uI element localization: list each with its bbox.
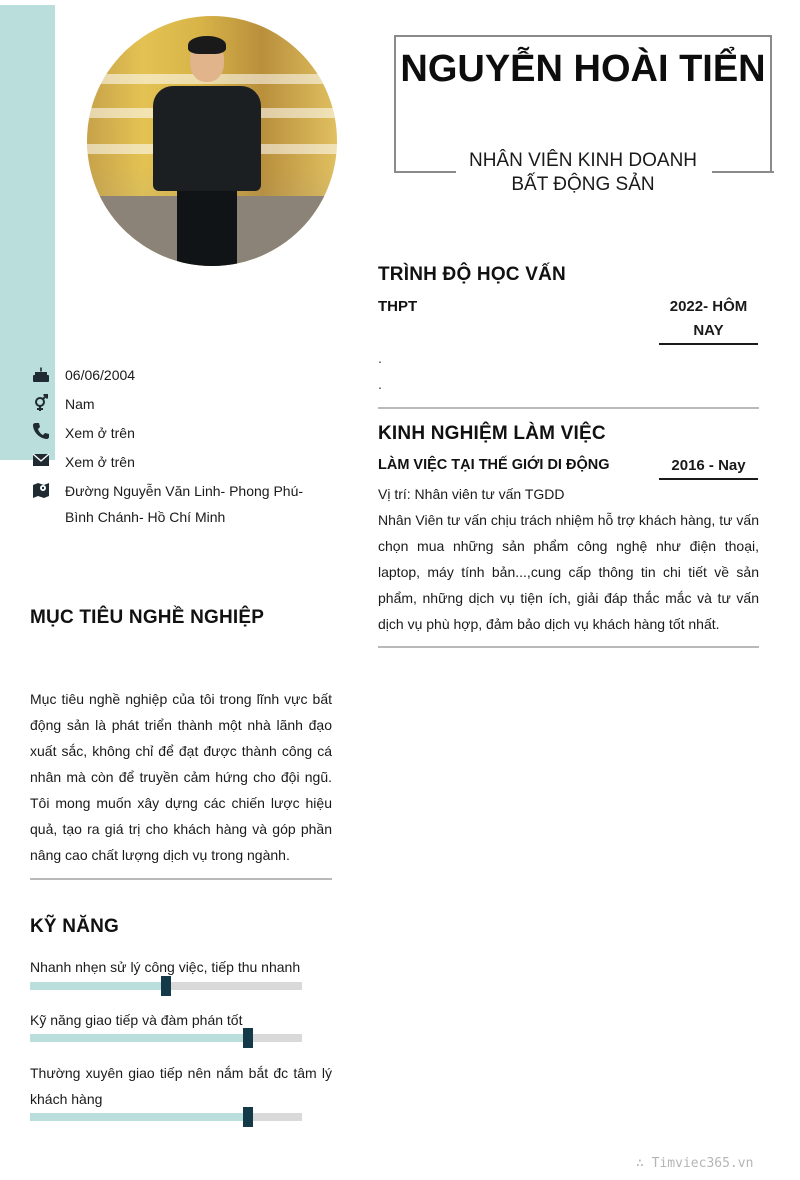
education-line: .	[378, 350, 382, 366]
education-divider	[378, 407, 759, 409]
role-line: BẤT ĐỘNG SẢN	[511, 174, 655, 195]
skill-bar	[30, 982, 302, 990]
contact-address: Đường Nguyễn Văn Linh- Phong Phú- Bình Chánh- Hồ Chí Minh	[65, 483, 304, 525]
experience-date: 2016 - Nay	[659, 454, 758, 480]
experience-title: KINH NGHIỆM LÀM VIỆC	[378, 423, 606, 444]
objective-text: Mục tiêu nghề nghiệp của tôi trong lĩnh vực bất động sản là phát triển thành một nhà lãnh đạo xuất sắc, không chỉ để đạt được thành công cá nhân mà còn để truyền cảm hứng cho đội ngũ. Tôi mong muốn xây dựng các chiến lược hiệu quả, tạo ra giá trị cho khách hàng và góp phần nâng cao chất lượng dịch vụ trong ngành.	[30, 691, 332, 863]
contact-gender: Nam	[65, 396, 95, 412]
skill-label: Thường xuyên giao tiếp nên nắm bắt đc tâm lý khách hàng	[30, 1065, 332, 1107]
watermark: ∴ Timviec365.vn	[636, 1156, 754, 1171]
skill-fill	[30, 982, 166, 990]
photo-person-torso	[153, 86, 261, 191]
skill-label: Kỹ năng giao tiếp và đàm phán tốt	[30, 1012, 243, 1028]
phone-icon	[31, 421, 51, 441]
photo-person-legs	[177, 186, 237, 266]
skill-fill	[30, 1113, 248, 1121]
candidate-name: NGUYỄN HOÀI TIỂN	[400, 48, 766, 90]
experience-company: LÀM VIỆC TẠI THẾ GIỚI DI ĐỘNG	[378, 457, 610, 473]
skill-fill	[30, 1034, 248, 1042]
objective-title: MỤC TIÊU NGHỀ NGHIỆP	[30, 607, 265, 628]
experience-position: Vị trí: Nhân viên tư vấn TGDD	[378, 486, 565, 502]
contact-email: Xem ở trên	[65, 454, 135, 470]
skill-bar	[30, 1113, 302, 1121]
education-title: TRÌNH ĐỘ HỌC VẤN	[378, 264, 566, 285]
skill-knob	[243, 1028, 253, 1048]
skill-knob	[161, 976, 171, 996]
profile-photo	[87, 16, 337, 266]
photo-person-hair	[188, 36, 226, 54]
education-date: 2022- HÔM NAY	[659, 295, 758, 345]
education-line: .	[378, 376, 382, 392]
skills-title: KỸ NĂNG	[30, 916, 120, 937]
objective-divider	[30, 878, 332, 880]
role-line: NHÂN VIÊN KINH DOANH	[468, 150, 698, 171]
accent-bar	[0, 5, 55, 460]
skill-label: Nhanh nhẹn sử lý công việc, tiếp thu nhanh	[30, 959, 301, 975]
gender-icon	[31, 393, 51, 413]
contact-phone: Xem ở trên	[65, 425, 135, 441]
contact-birthday: 06/06/2004	[65, 367, 136, 383]
skill-knob	[243, 1107, 253, 1127]
education-school: THPT	[378, 298, 418, 315]
candidate-role	[394, 149, 772, 197]
experience-divider	[378, 646, 759, 648]
skill-bar	[30, 1034, 302, 1042]
experience-description: Nhân Viên tư vấn chịu trách nhiệm hỗ trợ khách hàng, tư vấn chọn mua những sản phẩm công nghệ như điện thoại, laptop, máy tính bản...,cung cấp thông tin chi tiết về sản phẩm, những dịch vụ tiện ích, giải đáp thắc mắc và tư vấn dịch vụ phù hợp, đảm bảo dịch vụ khách hàng tốt nhất.	[378, 512, 759, 632]
email-icon	[31, 450, 51, 470]
map-pin-icon	[31, 480, 51, 500]
birthday-cake-icon	[31, 365, 51, 385]
